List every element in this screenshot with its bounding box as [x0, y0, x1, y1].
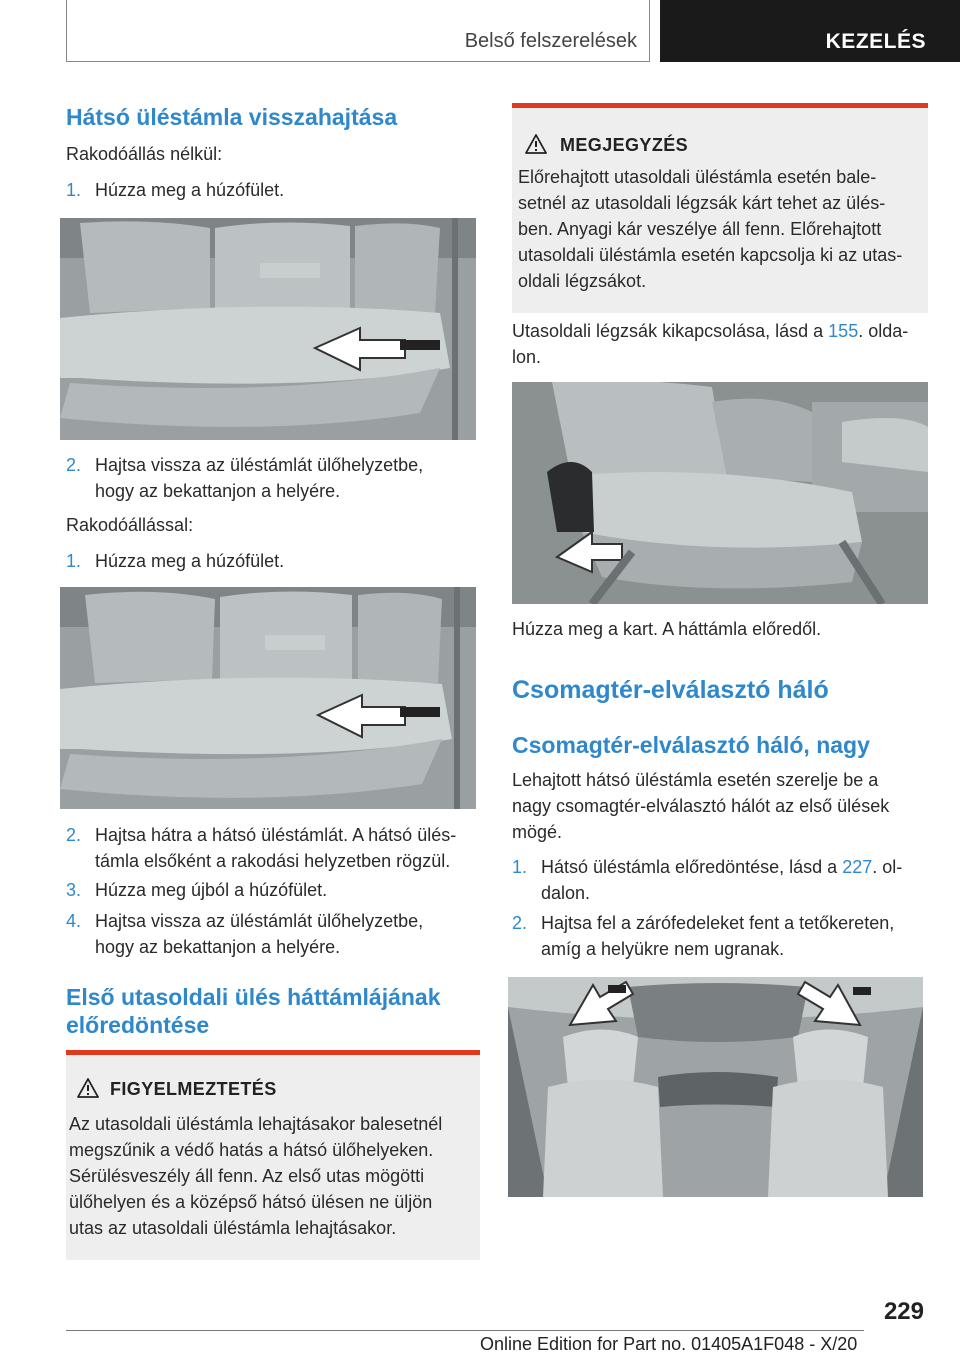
step-b4: [66, 908, 486, 960]
step-number: 1.: [66, 551, 82, 571]
photo-rear-seat-pull-tab: [60, 218, 476, 440]
intro-with-loading: Rakodóállással:: [66, 515, 194, 535]
step-text: Húzza meg a húzófület.: [95, 180, 285, 200]
page-number: 229: [883, 1298, 924, 1325]
note-line: ben. Anyagi kár veszélye áll fenn. Előrehajtott: [518, 219, 882, 239]
step-number: 1.: [512, 857, 528, 877]
note-line: utasoldali üléstámla esetén kapcsolja ki az utas‐: [518, 245, 903, 265]
note-text: [518, 164, 902, 294]
section-title-rear-seat: Hátsó üléstámla visszahajtása: [66, 104, 398, 130]
page-link-227[interactable]: 227: [842, 857, 873, 877]
footer-edition: Online Edition for Part no. 01405A1F048 - X/20: [480, 1334, 858, 1354]
photo-rear-seat-loading-position: [60, 587, 476, 809]
warning-line: utas az utasoldali üléstámla lehajtásakor.: [69, 1218, 397, 1238]
step-text-line1: Hajtsa vissza az üléstámlát ülőhelyzetbe,: [95, 911, 424, 931]
note-line: Előrehajtott utasoldali üléstámla esetén bale‐: [518, 167, 877, 187]
note-box: [512, 103, 928, 313]
section-title-line1: Első utasoldali ülés háttámlájának: [66, 984, 441, 1010]
warning-box: [66, 1050, 480, 1260]
warning-title: FIGYELMEZTETÉS: [110, 1079, 277, 1099]
step-number: 2.: [66, 825, 82, 845]
step-r1: [512, 854, 932, 906]
step-text-line1: Hajtsa hátra a hátsó üléstámlát. A hátsó ülés‐: [95, 825, 457, 845]
photo-caption: Húzza meg a kart. A háttámla előredől.: [512, 619, 822, 639]
step-b3: [66, 877, 486, 903]
step-text-line2: hogy az bekattanjon a helyére.: [95, 481, 341, 501]
step-number: 2.: [512, 913, 528, 933]
header-section-box: [66, 0, 650, 62]
step-r2: [512, 910, 932, 962]
note-line: oldali légzsákot.: [518, 271, 647, 291]
step-text: . ol‐: [872, 857, 903, 877]
paragraph-line: nagy csomagtér-elválasztó hálót az első ülések: [512, 796, 890, 816]
step-text-line2: hogy az bekattanjon a helyére.: [95, 937, 341, 957]
ref-text: . olda‐: [858, 321, 909, 341]
warning-line: megszűnik a védő hatás a hátsó ülőhelyeken.: [69, 1140, 434, 1160]
page-link-155[interactable]: 155: [828, 321, 859, 341]
front-seat-illustration: [512, 382, 928, 604]
rear-seat-loading-illustration: [60, 587, 476, 809]
airbag-reference-line2: lon.: [512, 347, 542, 367]
section-title-cargo-net: Csomagtér-elválasztó háló: [512, 676, 829, 704]
intro-without-loading: Rakodóállás nélkül:: [66, 144, 223, 164]
section-title-line2: előredöntése: [66, 1012, 210, 1038]
step-b2: [66, 822, 486, 874]
cargo-net-paragraph: [512, 767, 889, 845]
photo-car-interior-roof: [508, 977, 923, 1197]
step-text: Húzza meg újból a húzófület.: [95, 880, 328, 900]
car-interior-illustration: [508, 977, 923, 1197]
step-a1: [66, 177, 486, 203]
step-text: Húzza meg a húzófület.: [95, 551, 285, 571]
rear-seat-illustration: [60, 218, 476, 440]
warning-triangle-icon: [77, 1078, 99, 1098]
note-line: setnél az utasoldali légzsák kárt tehet az ülés‐: [518, 193, 886, 213]
section-title-passenger-seat: [66, 983, 441, 1039]
step-number: 3.: [66, 880, 82, 900]
footer-divider: [66, 1330, 864, 1331]
paragraph-line: Lehajtott hátsó üléstámla esetén szerelje be a: [512, 770, 879, 790]
step-text-line2: dalon.: [541, 883, 591, 903]
warning-triangle-icon: [525, 134, 547, 154]
warning-text: [69, 1111, 442, 1241]
header-chapter-tab: [660, 0, 960, 62]
warning-line: Az utasoldali üléstámla lehajtásakor balesetnél: [69, 1114, 443, 1134]
step-text: Hátsó üléstámla előredöntése, lásd a: [541, 857, 843, 877]
header-section-title: Belső felszerelések: [464, 30, 637, 52]
note-title: MEGJEGYZÉS: [560, 135, 689, 155]
photo-front-seat-lever: [512, 382, 928, 604]
step-text-line1: Hajtsa fel a zárófedeleket fent a tetőkereten,: [541, 913, 895, 933]
ref-text: Utasoldali légzsák kikapcsolása, lásd a: [512, 321, 829, 341]
step-number: 2.: [66, 455, 82, 475]
warning-line: ülőhelyen és a középső hátsó ülésen ne üljön: [69, 1192, 433, 1212]
airbag-reference-line1: [512, 318, 908, 344]
step-number: 1.: [66, 180, 82, 200]
warning-line: Sérülésveszély áll fenn. Az első utas mögötti: [69, 1166, 425, 1186]
step-a2: [66, 452, 486, 504]
step-text-line1: [541, 854, 902, 880]
step-b1: [66, 548, 486, 574]
subsection-title-cargo-net-large: Csomagtér-elválasztó háló, nagy: [512, 732, 870, 758]
step-text-line2: támla elsőként a rakodási helyzetben rögzül.: [95, 851, 451, 871]
step-text-line1: Hajtsa vissza az üléstámlát ülőhelyzetbe,: [95, 455, 424, 475]
airbag-reference: [512, 318, 908, 370]
header-chapter-title: KEZELÉS: [825, 30, 926, 53]
step-number: 4.: [66, 911, 82, 931]
paragraph-line: mögé.: [512, 822, 563, 842]
step-text-line2: amíg a helyükre nem ugranak.: [541, 939, 785, 959]
